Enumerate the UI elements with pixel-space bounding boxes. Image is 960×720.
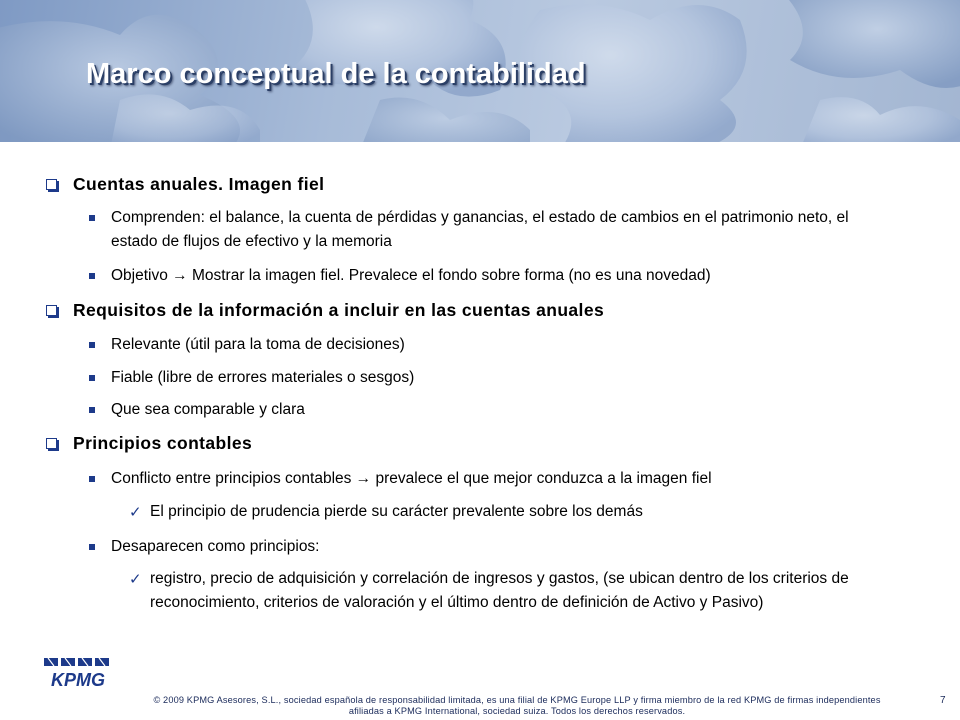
list-item-text: Conflicto entre principios contables → prevalece el que mejor conduzca a la imagen fiel [111, 470, 712, 487]
list-subitem-text: registro, precio de adquisición y correlación de ingresos y gastos, (se ubican dentro de los criterios de reconocimiento, criterios de valoración y el último dentro de definición de Activo y Pasivo) [150, 570, 849, 611]
list-item [89, 206, 849, 254]
footer-legal-text: © 2009 KPMG Asesores, S.L., sociedad española de responsabilidad limitada, es una filial de KPMG Europe LLP y firma miembro de la red KPMG de firmas independientes afiliadas a KPMG International, sociedad suiza. Todos los derechos reservados. [153, 695, 881, 716]
hollow-square-icon [46, 438, 57, 449]
filled-square-icon [89, 407, 95, 413]
list-item [89, 264, 711, 288]
svg-text:KPMG: KPMG [51, 670, 105, 690]
filled-square-icon [89, 544, 95, 550]
section-heading-cuentas-anuales [46, 174, 324, 195]
list-item-text: Comprenden: el balance, la cuenta de pérdidas y ganancias, el estado de cambios en el patrimonio neto, el estado de flujos de efectivo y la memoria [111, 209, 849, 250]
list-item-text: Objetivo → Mostrar la imagen fiel. Prevalece el fondo sobre forma (no es una novedad) [111, 267, 711, 284]
section-heading-text: Requisitos de la información a incluir en las cuentas anuales [73, 300, 605, 320]
list-item-text: Que sea comparable y clara [111, 401, 305, 418]
section-heading-requisitos [46, 300, 604, 321]
hollow-square-icon [46, 305, 57, 316]
filled-square-icon [89, 375, 95, 381]
header-banner [0, 0, 960, 142]
section-heading-text: Principios contables [73, 433, 253, 453]
section-heading-text: Cuentas anuales. Imagen fiel [73, 174, 325, 194]
kpmg-logo [41, 657, 116, 691]
checkmark-icon: ✓ [129, 570, 142, 588]
hollow-square-icon [46, 179, 57, 190]
filled-square-icon [89, 273, 95, 279]
slide-title: Marco conceptual de la contabilidad [86, 58, 586, 90]
list-item [89, 366, 414, 390]
list-item [89, 467, 712, 491]
filled-square-icon [89, 342, 95, 348]
section-heading-principios [46, 433, 252, 454]
filled-square-icon [89, 215, 95, 221]
checkmark-icon: ✓ [129, 503, 142, 521]
list-item [89, 535, 320, 559]
list-item-text: Fiable (libre de errores materiales o sesgos) [111, 369, 415, 386]
list-subitem [129, 500, 643, 524]
list-item-text: Desaparecen como principios: [111, 538, 320, 555]
page-number: 7 [940, 695, 946, 706]
list-item [89, 333, 405, 357]
list-item [89, 398, 305, 422]
list-item-text: Relevante (útil para la toma de decisiones) [111, 336, 405, 353]
list-subitem [129, 567, 929, 615]
filled-square-icon [89, 476, 95, 482]
list-subitem-text: El principio de prudencia pierde su carácter prevalente sobre los demás [150, 503, 643, 520]
